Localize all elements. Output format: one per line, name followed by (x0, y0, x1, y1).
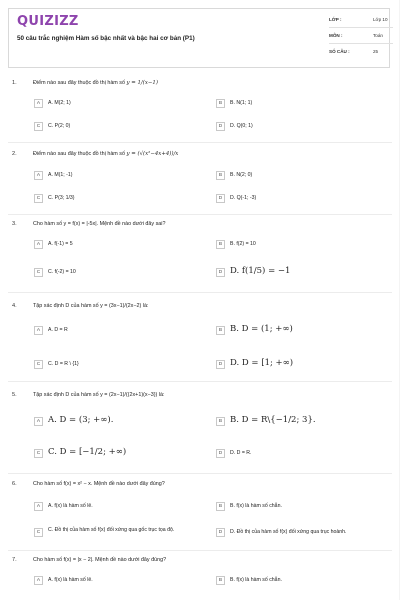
question-text: Tập xác định D của hàm số y = (3x−1)/(2x−2) là: (33, 303, 149, 309)
option-letter: C (34, 268, 43, 277)
question-divider (8, 550, 392, 551)
option-text: A. D = R (48, 327, 68, 333)
option-text: D. Đồ thị của hàm số f(x) đối xứng qua trục hoành. (230, 529, 347, 535)
divider (329, 43, 393, 44)
question-formula: y = 1/(x−1) (126, 80, 158, 86)
option-letter: C (34, 360, 43, 369)
question-text: Cho hàm số y = f(x) = |-5x|. Mệnh đề nào dưới đây sai? (33, 221, 166, 227)
option-letter: D (216, 122, 225, 131)
option-text: D. Q(0; 1) (230, 123, 253, 129)
worksheet-header (8, 8, 390, 68)
option-text: C. P(3; 1/3) (48, 195, 75, 201)
subject-value: Toán (373, 33, 383, 38)
option-text: D. D = R. (230, 450, 252, 456)
question-count-value: 25 (373, 49, 379, 54)
question-number: 5. (12, 392, 17, 398)
option-text: A. M(1; -1) (48, 172, 73, 178)
question-text: Cho hàm số f(x) = x² − x. Mệnh đề nào dưới đây đúng? (33, 481, 165, 487)
question-divider (8, 381, 392, 382)
option-letter: A (34, 502, 43, 511)
option-letter: A (34, 576, 43, 585)
question-divider (8, 473, 392, 474)
option-text: A. D = (3; +∞). (48, 415, 114, 425)
question-count-label: SỐ CÂU : (329, 49, 350, 54)
option-text: B. D = R\{−1/2; 3}. (230, 415, 316, 425)
option-letter: B (216, 171, 225, 180)
option-text: A. M(2; 1) (48, 100, 71, 106)
question-number: 6. (12, 481, 17, 487)
question-divider (8, 214, 392, 215)
option-letter: D (216, 194, 225, 203)
option-text: C. D = [−1/2; +∞) (48, 447, 127, 457)
option-text: D. f(1/5) = −1 (230, 266, 291, 276)
option-letter: A (34, 171, 43, 180)
option-letter: A (34, 326, 43, 335)
option-text: B. f(x) là hàm số chẵn. (230, 503, 282, 509)
class-label: LỚP : (329, 17, 342, 22)
page-title: 50 câu trắc nghiệm Hàm số bậc nhất và bậc hai cơ bản (P1) (17, 35, 195, 42)
option-text: C. f(-2) = 10 (48, 269, 76, 275)
divider (329, 27, 393, 28)
quizizz-logo: QUIZIZZ (17, 14, 79, 29)
question-number: 3. (12, 221, 17, 227)
question-text-body: Điểm nào sau đây thuộc đồ thị hàm số (33, 151, 125, 157)
question-divider (8, 142, 392, 143)
option-text: B. N(1; 1) (230, 100, 253, 106)
option-letter: C (34, 449, 43, 458)
question-number: 2. (12, 151, 17, 157)
option-letter: B (216, 576, 225, 585)
option-text: B. f(x) là hàm số chẵn. (230, 577, 282, 583)
question-number: 1. (12, 80, 17, 86)
option-text: D. Q(-1; -3) (230, 195, 257, 201)
option-letter: B (216, 417, 225, 426)
question-formula: y = (√(x²−4x+4))/x (126, 151, 179, 157)
option-letter: D (216, 360, 225, 369)
option-text: C. Đồ thị của hàm số f(x) đối xứng qua gốc trục tọa độ. (48, 527, 175, 533)
question-number: 4. (12, 303, 17, 309)
option-text: D. D = [1; +∞) (230, 358, 294, 368)
option-letter: A (34, 417, 43, 426)
question-number: 7. (12, 557, 17, 563)
option-text: B. D = (1; +∞) (230, 324, 293, 334)
option-letter: B (216, 99, 225, 108)
question-divider (8, 292, 392, 293)
question-text (33, 151, 178, 157)
class-value: Lớp 10 (373, 17, 388, 22)
option-letter: B (216, 240, 225, 249)
subject-label: MÔN : (329, 33, 343, 38)
question-text-body: Điểm nào sau đây thuộc đồ thị hàm số (33, 80, 125, 86)
option-letter: B (216, 502, 225, 511)
option-letter: D (216, 268, 225, 277)
option-text: A. f(-1) = 5 (48, 241, 73, 247)
option-letter: C (34, 194, 43, 203)
option-text: C. D = R \ {1} (48, 361, 79, 367)
option-text: A. f(x) là hàm số lẻ. (48, 577, 93, 583)
option-letter: A (34, 99, 43, 108)
option-letter: C (34, 122, 43, 131)
option-text: C. P(2; 0) (48, 123, 71, 129)
option-letter: D (216, 528, 225, 537)
option-text: B. N(2; 0) (230, 172, 253, 178)
question-text (33, 80, 158, 86)
question-text: Tập xác định D của hàm số y = (2x−1)/((2x+1)(x−3)) là: (33, 392, 165, 398)
question-text: Cho hàm số f(x) = |x − 2|. Mệnh đề nào dưới đây đúng? (33, 557, 167, 563)
option-letter: B (216, 326, 225, 335)
option-letter: C (34, 528, 43, 537)
option-letter: D (216, 449, 225, 458)
option-text: A. f(x) là hàm số lẻ. (48, 503, 93, 509)
option-letter: A (34, 240, 43, 249)
option-text: B. f(2) = 10 (230, 241, 256, 247)
